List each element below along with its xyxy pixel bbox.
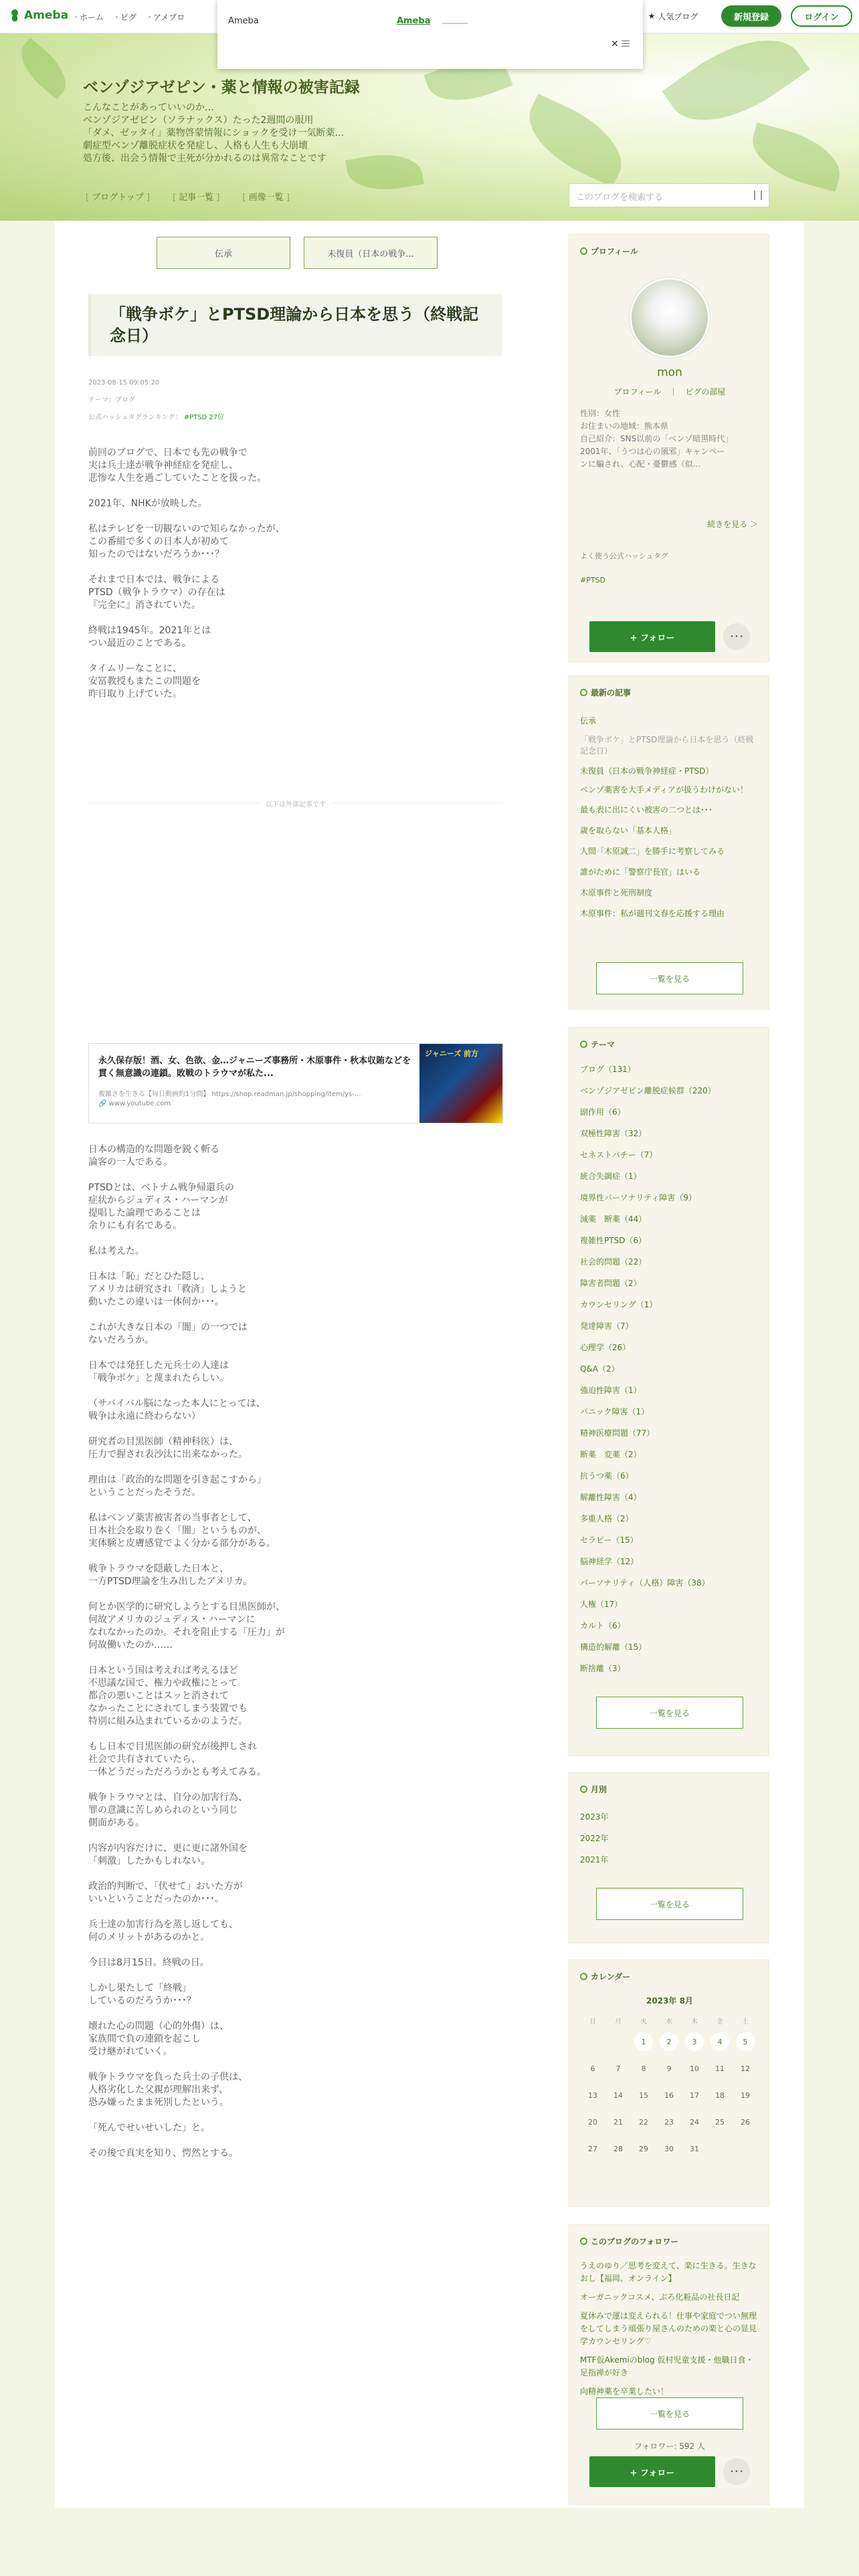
calendar-heading-icon [580,1973,587,1980]
calendar-day: 6 [590,2064,595,2073]
profile-box [569,234,769,662]
theme-item[interactable]: 心理学（26） [580,1343,631,1352]
calendar-day: 19 [741,2090,750,2100]
theme-item[interactable]: 構造的解離（15） [580,1642,647,1652]
calendar-day: 14 [613,2090,623,2100]
blog-title[interactable]: ベンゾジアゼピン・薬と情報の被害記録 [83,79,360,96]
recent-item[interactable]: 最も表に出にくい被害の二つとは･･･ [580,805,713,815]
calendar-day: 7 [615,2064,621,2073]
month-item[interactable]: 2022年 [580,1834,609,1843]
calendar-day: 12 [741,2064,750,2073]
login-button[interactable]: ログイン [791,5,852,27]
ameba-logo-icon [8,8,21,23]
menu-popup [217,0,643,69]
entry-date: 2023-08-15 09:05:20 [88,379,160,387]
calendar-empty-cell [707,2135,733,2162]
profile-heading [580,245,638,257]
blog-nav [86,190,290,203]
theme-item[interactable]: 統合失調症（1） [580,1172,642,1181]
theme-item[interactable]: 脳神経学（12） [580,1557,639,1566]
avatar[interactable] [630,278,710,358]
nav-blog-top[interactable]: [ ブログトップ ] [86,190,150,203]
ameba-logo[interactable] [8,8,68,23]
recent-item[interactable]: 木原事件：私が週刊文春を応援する理由 [580,909,725,918]
recent-item[interactable]: 歳を取らない「基本人格」 [580,826,677,835]
profile-heading-icon [580,247,587,255]
follower-list [580,2260,761,2404]
calendar-day: 30 [664,2144,674,2153]
theme-item[interactable]: 発達障害（7） [580,1321,634,1331]
follow-button[interactable]: + フォロー [589,621,715,652]
more-menu-button-bottom[interactable]: ･･･ [723,2458,750,2485]
calendar-day[interactable]: 3 [685,2032,704,2051]
read-more-link[interactable]: 続きを見る ＞ [707,520,758,529]
calendar-day[interactable]: 2 [660,2032,678,2051]
nav-pigg[interactable]: ピグ [116,11,136,23]
monthly-archive-box [569,1772,769,1943]
menu-icon[interactable] [622,40,630,47]
follower-item[interactable]: オーガニックコスメ、ぷろ化粧品の社長日記 [580,2292,740,2302]
entry-meta [88,374,224,427]
profile-hashtag[interactable]: #PTSD [580,576,606,584]
calendar-day: 22 [639,2117,648,2127]
theme-item[interactable]: パニック障害（1） [580,1407,650,1416]
ranking-link[interactable] [644,5,702,27]
calendar-box [569,1959,769,2207]
theme-item[interactable]: カウンセリング（1） [580,1300,658,1309]
leaf-decoration [662,15,809,146]
recent-list [580,711,761,924]
theme-item[interactable]: 精神医療問題（77） [580,1428,655,1438]
follow-button-bottom[interactable]: + フォロー [589,2456,715,2487]
month-item[interactable]: 2021年 [580,1855,609,1864]
monthly-heading [580,1784,607,1795]
calendar-day: 16 [664,2090,674,2100]
calendar-month: 2023年 8月 [646,1996,693,2006]
monthly-list [580,1806,761,1870]
popup-label: Ameba [228,16,259,26]
nav-entry-list[interactable]: [ 記事一覧 ] [173,190,219,203]
external-article-divider [88,802,503,813]
theme-item[interactable]: セネストパチー（7） [580,1150,658,1160]
profile-info: 性別：女性 お住まいの地域：熊本県 自己紹介：SNS以前の「ベンゾ暗黒時代」 2001年、「うつは心の風邪」キャンペー ンに騙され、心配・憂鬱感（似... [580,409,733,469]
theme-heading-label: テーマ [591,1040,615,1049]
nav-ameblo[interactable]: アメブロ [149,11,185,23]
hashtag-ranking [88,409,224,427]
theme-item[interactable]: 抗うつ薬（6） [580,1471,634,1481]
weekday-label: 金 [717,2018,723,2026]
calendar-heading [580,1971,630,1982]
calendar-day: 9 [666,2064,672,2073]
calendar-heading-label: カレンダー [591,1972,631,1981]
theme-item[interactable]: 減薬 断薬（44） [580,1214,647,1224]
theme-list [580,1059,761,1679]
calendar-day[interactable]: 5 [736,2032,755,2051]
leaf-decoration [11,37,76,99]
card-title: 永久保存版！酒、女、色欲、金…ジャニーズ事務所・木原事件・秋本収賄などを貫く無意識の連鎖。敗戦のトラウマが私た... [98,1056,411,1079]
theme-item[interactable]: 社会的問題（22） [580,1257,647,1267]
theme-item[interactable]: セラピー（15） [580,1535,638,1545]
weekday-label: 火 [640,2018,647,2026]
calendar-day: 21 [613,2117,623,2127]
calendar-empty-cell [605,2028,631,2055]
theme-item[interactable]: 断捨離（3） [580,1664,626,1673]
hashtag-rank[interactable]: 27位 [209,414,225,421]
calendar-week [580,2028,759,2055]
theme-item[interactable]: 強迫性障害（1） [580,1386,642,1395]
weekday-label: 日 [589,2018,596,2026]
theme-item[interactable]: Q&A（2） [580,1364,619,1374]
theme-item[interactable]: 障害者問題（2） [580,1279,642,1288]
recent-item[interactable]: 誰がために「警察庁長官」はいる [580,867,701,877]
recent-item[interactable]: 木原事件と死刑制度 [580,888,653,897]
theme-item[interactable]: 人権（17） [580,1600,623,1609]
hashtag-heading: よく使う公式ハッシュタグ [580,552,668,560]
calendar-weekday-row [580,2012,759,2028]
recent-item[interactable]: 人間「木原誠二」を勝手に考察してみる [580,847,725,856]
theme-heading [580,1039,615,1050]
theme-item[interactable]: ベンゾジアゼピン離脱症候群（220） [580,1086,716,1095]
monthly-more-button[interactable]: 一覧を見る [596,1888,743,1920]
recent-heading-label: 最新の記事 [591,688,632,697]
main-content [55,221,804,2508]
entry-title[interactable]: 「戦争ボケ」とPTSD理論から日本を思う（終戦記念日） [88,294,502,356]
card-url [98,1100,171,1107]
blog-description: こんなことがあっていいのか… ベンゾジアゼピン（ソラナックス）たった2週間の服用 「ダメ、ゼッタイ」薬物啓蒙情報にショックを受け一気断薬… 劇症型ベンゾ離脱症状を発症し、人格も人生も大崩壊 処方後、出会う情報で主死が分かれるのは異常なことです [83,102,345,164]
calendar-week [580,2055,759,2082]
calendar-day: 24 [690,2117,699,2127]
logo-text: Ameba [24,9,69,22]
hashtag-link[interactable]: #PTSD [183,414,207,421]
link-icon: 🔗 [98,1100,109,1107]
calendar-week [580,2082,759,2109]
theme-item[interactable]: 副作用（6） [580,1107,626,1117]
more-menu-button[interactable]: ･･･ [723,623,750,650]
theme-item[interactable]: 複雑性PTSD（6） [580,1236,647,1245]
theme-box [569,1027,769,1756]
leaf-decoration [516,94,636,187]
weekday-label: 木 [691,2018,698,2026]
calendar-day: 10 [690,2064,699,2073]
star-icon: ★ [648,11,656,21]
calendar-day: 15 [639,2090,648,2100]
recent-entries-box [569,675,769,1010]
calendar-day: 11 [715,2064,725,2073]
calendar-day: 8 [641,2064,646,2073]
followers-box [569,2224,769,2505]
blog-search-input[interactable] [569,183,769,207]
prev-entry-button[interactable]: 伝承 [157,237,290,269]
calendar-day: 31 [690,2144,699,2153]
calendar-week [580,2135,759,2162]
theme-item[interactable]: ブログ（131） [580,1065,636,1074]
close-icon[interactable]: ✕ [611,39,619,49]
recent-more-button[interactable]: 一覧を見る [596,962,743,994]
follower-item[interactable]: MTF仮Akemiのblog 仮村児童支援・他職日食・足指禅が好き [580,2355,754,2377]
calendar-day: 17 [690,2090,699,2100]
leaf-decoration [345,148,424,197]
calendar-day: 27 [588,2144,597,2153]
entry-theme[interactable]: テーマ：ブログ [88,397,135,404]
profile-heading-label: プロフィール [591,247,638,256]
thumbnail-text: ジャニーズ 前方 [425,1049,479,1058]
recent-heading [580,687,631,698]
nav-home[interactable]: ホーム [75,11,104,23]
profile-links[interactable]: プロフィール ｜ ピグの部屋 [613,387,726,397]
monthly-heading-icon [580,1786,587,1793]
month-item[interactable]: 2023年 [580,1812,609,1822]
search-icon[interactable] [754,191,762,200]
user-name[interactable]: mon [657,366,682,379]
register-button[interactable]: 新規登録 [721,5,781,27]
theme-item[interactable]: 解離性障害（4） [580,1493,642,1502]
theme-more-button[interactable]: 一覧を見る [596,1697,743,1729]
calendar-day: 25 [715,2117,725,2127]
weekday-label: 土 [742,2018,749,2026]
calendar-day[interactable]: 1 [634,2032,653,2051]
calendar-day: 28 [613,2144,623,2153]
calendar-day: 18 [715,2090,725,2100]
follower-item[interactable]: うえのゆり／思考を変えて、楽に生きる。生きなおし【福岡、オンライン】 [580,2261,757,2283]
calendar-empty-cell [580,2028,605,2055]
entry-pager [157,237,438,269]
followers-heading-label: このブログのフォロワー [591,2237,679,2246]
theme-item[interactable]: 多重人格（2） [580,1514,634,1523]
recent-item[interactable]: 未復員（日本の戦争神経症・PTSD） [580,766,714,776]
calendar-day[interactable]: 4 [710,2032,729,2051]
followers-heading-icon [580,2238,587,2245]
hashtag-ranking-label: 公式ハッシュタグランキング： [88,414,182,421]
theme-item[interactable]: 双極性障害（32） [580,1129,647,1138]
global-nav [75,11,185,23]
entry-body-part2: 日本の構造的な問題を鋭く斬る 論客の一人である。 PTSDとは、ベトナム戦争帰還兵の 症状からジュディス・ハーマンが 提唱した論理であることは 余りにも有名である。 私は考えた。 日本は「恥」だとひた隠し、 アメリカは研究され「救済」しようと 動いたこの違いは一体何か･･･。 これが大きな日本の「闇」の一つでは ないだろうか。 日本では発狂した元兵士の人達は 「戦争ボケ」と蔑まれたらしい。 （サバイバル脳になった本人にとっては、 戦争は永遠に終わらない） 研究者の目黒医師（精神科医）は、 圧力で握され表沙汰に出来なかった。 理由は「政治的な問題を引き起こすから」 ということだったそうだ。 私はベンゾ薬害被害者の当事者として、 日本社会を取り巻く「闇」というものが、 実体験と皮膚感覚でよく分かる部分がある。 戦争トラウマを隠蔽した日本と、 一方PTSD理論を生み出したアメリカ。 何とか医学的に研究しようとする目黒医師が、 何故アメリカのジュディス・ハーマンに なれなかったのか。それを阻止する「圧力」が 何故働いたのか…… 日本という国は考えれば考えるほど 不思議な国で、権力や政権にとって 都合の悪いことはスッと消されて なかったことにされてしまう装置でも 特別に組み込まれているかのようだ。 もし日本で目黒医師の研究が後押しされ 社会で共有されていたら、 一体どうだっただろうかとも考えてみる。 戦争トラウマとは、自分の加害行為、 罪の意識に苦しめられのという同じ 側面がある。 内容が内容だけに、更に更に諸外国を 「刺激」したかもしれない。 政治的判断で、「伏せて」おいた方が いいということだったのか･･･。 兵士達の加害行為を蒸し返しても、 何のメリットがあるのかと。 今日は8月15日。終戦の日。 しかし果たして「終戦」 しているのだろうか･･･？ 壊れた心の問題（心的外傷）は、 家族間で負の連鎖を起こし 受け継がれていく。 戦争トラウマを負った兵士の子供は、 人格劣化した父親が理解出来ず、 恐み嫌ったまま死別したという。 「死んでせいせいした」と。 その後で真実を知り、愕然とする。 [88,1144,285,2159]
recent-heading-icon [580,689,587,696]
calendar-day: 29 [639,2144,648,2153]
follower-item[interactable]: 夏休みで運は変えられる！仕事や家庭でつい無理をしてしまう頑張り屋さんのための楽と心の显見学カウンセリング♡ [580,2311,757,2346]
theme-item[interactable]: 境界性パーソナリティ障害（9） [580,1193,696,1202]
weekday-label: 水 [666,2018,672,2026]
calendar-day: 23 [664,2117,674,2127]
calendar-week [580,2109,759,2135]
theme-item[interactable]: カルト（6） [580,1621,626,1630]
external-article-label: 以下は外部記事です [260,801,331,809]
youtube-link-card[interactable] [88,1043,503,1123]
follower-count: フォロワー: 592 人 [634,2442,705,2451]
theme-item[interactable]: パーソナリティ（人格）障害（38） [580,1578,710,1588]
calendar-grid [580,2012,759,2162]
calendar-day: 20 [588,2117,597,2127]
leaf-decoration [745,122,847,192]
nav-image-list[interactable]: [ 画像一覧 ] [243,190,290,203]
card-thumbnail [419,1044,502,1123]
recent-item[interactable]: ベンゾ薬害を大手メディアが扱うわけがない！ [580,785,749,794]
card-source: 複雑さを生きる【毎日動画約1分間】 https://shop.readman.jp/shopping/item/ys-... [98,1091,361,1098]
follower-item[interactable]: 向精神薬を卒業したい！ [580,2387,669,2396]
theme-item[interactable]: 断薬 変薬（2） [580,1450,642,1459]
calendar-day: 13 [588,2090,597,2100]
search-placeholder: このブログを検索する [576,193,664,203]
weekday-label: 月 [615,2018,622,2026]
calendar-day: 26 [741,2117,750,2127]
followers-heading [580,2236,678,2247]
popup-divider [442,23,468,24]
recent-item-current[interactable]: 「戦争ボケ」とPTSD理論から日本を思う（終戦記念日） [580,735,754,756]
followers-more-button[interactable]: 一覧を見る [596,2397,743,2430]
next-entry-button[interactable]: 未復員（日本の戦争... [304,237,438,269]
entry-body-part1: 前回のブログで、日本でも先の戦争で 実は兵士達が戦争神経症を発症し、 悲惨な人生を過ごしていたことを扱った。 2021年、NHKが放映した。 私はテレビを一切観ないので知らなかったが、 この番組で多くの日本人が初めて 知ったのではないだろうか･･･？ それまで日本では、戦争による PTSD（戦争トラウマ）の存在は 『完全に』消されていた。 終戦は1945年。2021年とは つい最近のことである。 タイムリーなことに、 安冨教授もまたこの問題を 昨日取り上げていた。 [88,447,285,700]
ranking-label: 人気ブログ [658,11,698,21]
recent-item[interactable]: 伝承 [580,716,597,726]
calendar-empty-cell [733,2135,758,2162]
popup-link[interactable]: Ameba [397,16,431,26]
theme-heading-icon [580,1041,587,1048]
card-url-text: www.youtube.com [108,1100,171,1107]
monthly-heading-label: 月別 [591,1785,607,1794]
